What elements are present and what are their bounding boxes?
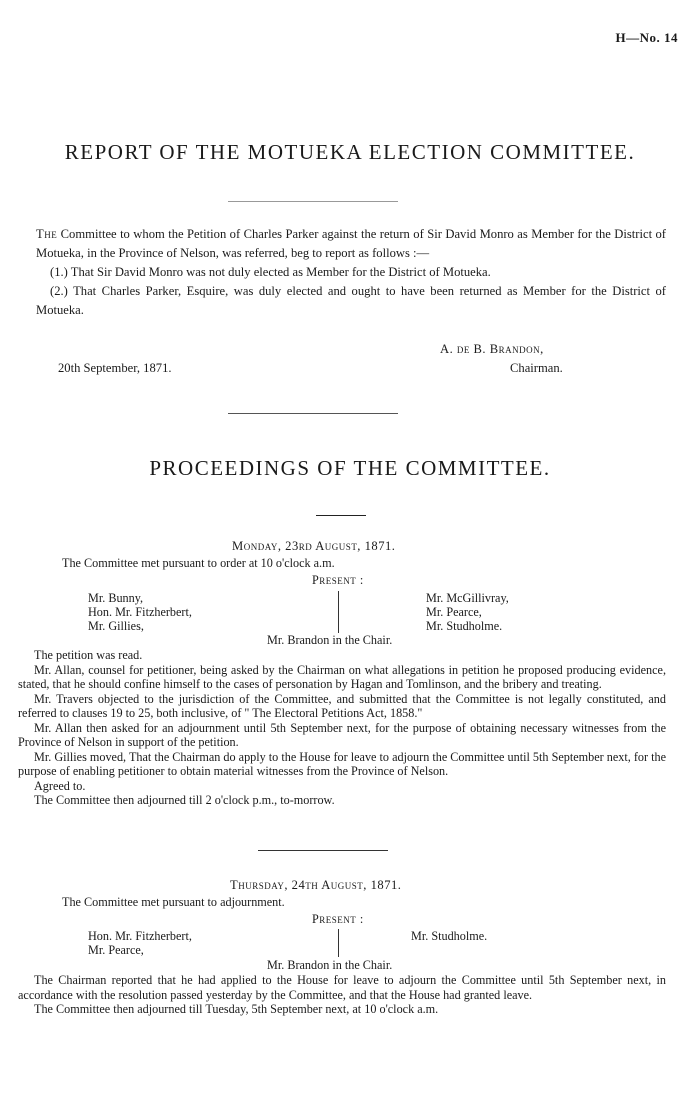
present-label: Present : <box>312 573 364 587</box>
column-divider <box>338 929 339 957</box>
minute-paragraph: Mr. Allan, counsel for petitioner, being asked by the Chairman on what allegations in petition he proposed producing evidence, stated, that he should confine himself to the cases of personation by Hagan and Tomlinson, and the bribery and treating. <box>18 662 666 691</box>
minutes-day2 <box>18 973 666 1017</box>
minute-paragraph: Agreed to. <box>34 778 86 793</box>
member-name: Mr. Pearce, <box>426 605 482 619</box>
report-item-2: (2.) That Charles Parker, Esquire, was duly elected and ought to have been returned as Member for the District of Motueka. <box>36 284 666 317</box>
member-name: Mr. Studholme. <box>411 929 488 943</box>
signatory-role: Chairman. <box>510 361 563 375</box>
divider <box>258 850 388 851</box>
report-item-1: (1.) That Sir David Monro was not duly elected as Member for the District of Motueka. <box>50 265 491 279</box>
report-body <box>36 225 666 320</box>
meeting-date: Thursday, 24th August, 1871. <box>230 878 402 892</box>
minute-paragraph: The Committee then adjourned till Tuesday, 5th September next, at 10 o'clock a.m. <box>34 1002 439 1016</box>
divider <box>316 515 366 516</box>
divider <box>228 201 398 202</box>
minute-paragraph: The Chairman reported that he had applied to the House for leave to adjourn the Committee until 5th September next, in accordance with the resolution passed yesterday by the Committee, and that the House had granted leave. <box>18 973 666 1002</box>
minute-paragraph: The petition was read. <box>34 648 143 662</box>
minute-paragraph: Mr. Travers objected to the jurisdiction of the Committee, and submitted that the Committee is not legally constituted, and referred to clauses 19 to 25, both inclusive, of " The Electoral Petitions Act, 1858." <box>18 691 666 720</box>
report-date: 20th September, 1871. <box>58 361 172 375</box>
meeting-opening: The Committee met pursuant to order at 10 o'clock a.m. <box>62 556 335 570</box>
divider <box>228 413 398 414</box>
chair-line: Mr. Brandon in the Chair. <box>267 958 393 972</box>
minute-paragraph: The Committee then adjourned till 2 o'clock p.m., to-morrow. <box>34 793 335 807</box>
member-name: Mr. Pearce, <box>88 943 144 957</box>
member-name: Hon. Mr. Fitzherbert, <box>88 605 192 619</box>
present-label: Present : <box>312 912 364 926</box>
minutes-day1 <box>18 648 666 808</box>
chair-line: Mr. Brandon in the Chair. <box>267 633 393 647</box>
member-name: Mr. Gillies, <box>88 619 144 633</box>
member-name: Mr. McGillivray, <box>426 591 509 605</box>
minute-paragraph: Mr. Gillies moved, That the Chairman do apply to the House for leave to adjourn the Committee until 5th September next, for the purpose of enabling petitioner to obtain material witnesses from the Province of Nelson. <box>18 749 666 778</box>
signatory: A. de B. Brandon, <box>440 342 544 356</box>
meeting-opening: The Committee met pursuant to adjournment. <box>62 895 285 909</box>
member-name: Mr. Bunny, <box>88 591 144 605</box>
column-divider <box>338 591 339 633</box>
minute-paragraph: Mr. Allan then asked for an adjournment until 5th September next, for the purpose of obtaining necessary witnesses from the Province of Nelson in support of the petition. <box>18 720 666 749</box>
meeting-date: Monday, 23rd August, 1871. <box>232 539 396 553</box>
report-title: REPORT OF THE MOTUEKA ELECTION COMMITTEE. <box>64 140 636 164</box>
member-name: Mr. Studholme. <box>426 619 503 633</box>
member-name: Hon. Mr. Fitzherbert, <box>88 929 192 943</box>
page-reference: H—No. 14 <box>615 30 678 45</box>
proceedings-title: PROCEEDINGS OF THE COMMITTEE. <box>149 456 551 480</box>
report-intro: The Committee to whom the Petition of Charles Parker against the return of Sir David Monro as Member for the District of Motueka, in the Province of Nelson, was referred, beg to report as follows :— <box>36 227 666 260</box>
